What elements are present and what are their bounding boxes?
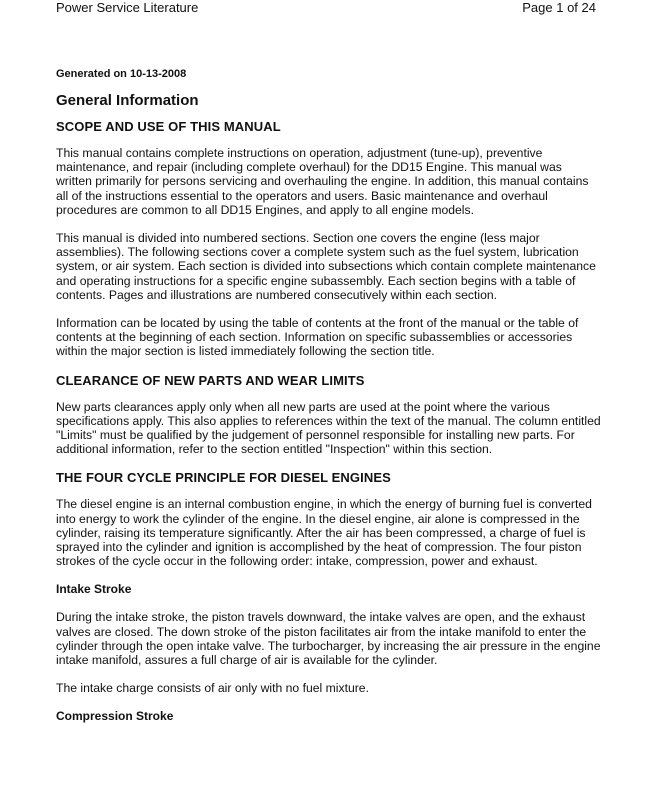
section-heading-clearance: CLEARANCE OF NEW PARTS AND WEAR LIMITS [56, 372, 365, 388]
paragraph: The diesel engine is an internal combustion engine, in which the energy of burning fuel is converted into energy to work the cylinder of the engine. In the diesel engine, air alone is compressed in the cylinder, raising its temperature significantly. After the air has been compressed, a charge of fuel is sprayed into the cylinder and ignition is accomplished by the heat of compression. The four piston strokes of the cycle occur in the following order: intake, compression, power and exhaust. [56, 497, 592, 569]
header-source-title: Power Service Literature [56, 0, 199, 15]
document-body [56, 68, 601, 737]
page-header [56, 0, 596, 20]
section-heading-scope: SCOPE AND USE OF THIS MANUAL [56, 119, 281, 134]
paragraph: This manual is divided into numbered sections. Section one covers the engine (less major assemblies). The following sections cover a complete system such as the fuel system, lubrication system, or air system. Each section is divided into subsections which contain complete maintenance and operating instructions for a specific engine subassembly. Each section begins with a table of contents. Pages and illustrations are numbered consecutively within each section. [56, 231, 596, 302]
paragraph: The intake charge consists of air only with no fuel mixture. [56, 681, 369, 696]
paragraph: New parts clearances apply only when all new parts are used at the point where the various specifications apply. This also applies to references within the text of the manual. The column entitled "Limits" must be qualified by the judgement of personnel responsible for installing new parts. For additional information, refer to the section entitled "Inspection" within this section. [56, 399, 601, 457]
subsection-heading-compression-stroke: Compression Stroke [56, 709, 174, 724]
document-title: General Information [56, 92, 199, 109]
paragraph: Information can be located by using the table of contents at the front of the manual or the table of contents at the beginning of each section. Information on specific subassemblies or accessories within the major section is listed immediately following the section title. [56, 316, 579, 359]
paragraph: During the intake stroke, the piston travels downward, the intake valves are open, and the exhaust valves are closed. The down stroke of the piston facilitates air from the intake manifold to enter the cylinder through the open intake valve. The turbocharger, by increasing the air pressure in the engine intake manifold, assures a full charge of air is available for the cylinder. [56, 610, 601, 668]
subsection-heading-intake-stroke: Intake Stroke [56, 582, 132, 597]
section-heading-four-cycle: THE FOUR CYCLE PRINCIPLE FOR DIESEL ENGINES [56, 470, 391, 486]
generated-date: Generated on 10-13-2008 [56, 68, 187, 80]
paragraph: This manual contains complete instructions on operation, adjustment (tune-up), preventive maintenance, and repair (including complete overhaul) for the DD15 Engine. This manual was written primarily for persons servicing and overhauling the engine. In addition, this manual contains all of the instructions essential to the operators and users. Basic maintenance and overhaul procedures are common to all DD15 Engines, and apply to all engine models. [56, 146, 589, 217]
header-page-number: Page 1 of 24 [522, 0, 596, 15]
